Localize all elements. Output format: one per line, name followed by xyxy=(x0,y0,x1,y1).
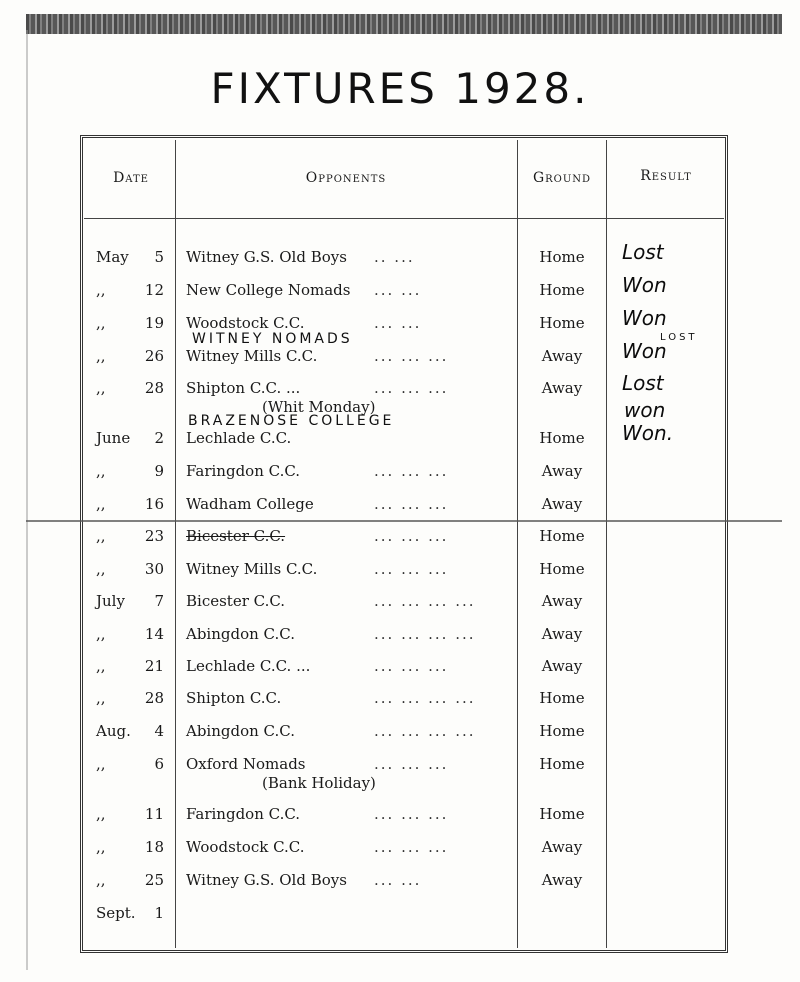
leader-dots: ... ... xyxy=(374,281,422,299)
fixture-ground: Away xyxy=(541,871,583,889)
fixture-opponent: Abingdon C.C. xyxy=(186,722,295,740)
header-ground: Ground xyxy=(532,170,592,186)
fixture-row xyxy=(84,592,724,624)
fixture-day: 18 xyxy=(144,838,164,856)
fixture-month: July xyxy=(96,592,125,610)
leader-dots: .. ... xyxy=(374,248,415,266)
fixture-result: Lost xyxy=(622,371,664,395)
fixture-day: 5 xyxy=(154,248,164,266)
fixture-month: Aug. xyxy=(96,722,131,740)
fixture-ground: Home xyxy=(539,689,585,707)
fixture-ground: Home xyxy=(539,429,585,447)
fixture-month: ,, xyxy=(96,805,106,823)
leader-dots: ... ... ... ... xyxy=(374,722,476,740)
fixture-month: Sept. xyxy=(96,904,136,922)
fixture-row xyxy=(84,871,724,903)
fixture-day: 28 xyxy=(144,689,164,707)
fixture-ground: Home xyxy=(539,755,585,773)
fixture-ground: Away xyxy=(541,592,583,610)
fixture-row xyxy=(84,625,724,657)
fixture-day: 4 xyxy=(154,722,164,740)
leader-dots: ... ... ... xyxy=(374,560,449,578)
page-title: FIXTURES 1928. xyxy=(210,64,590,113)
fixture-row xyxy=(84,755,724,787)
fixture-month: ,, xyxy=(96,657,106,675)
fixture-ground: Home xyxy=(539,248,585,266)
fixture-result: Won xyxy=(622,339,667,363)
fixture-ground: Away xyxy=(541,625,583,643)
header-result: Result xyxy=(640,168,692,184)
fixture-opponent: Shipton C.C. xyxy=(186,689,282,707)
fixture-day: 1 xyxy=(154,904,164,922)
leader-dots: ... ... ... ... xyxy=(374,625,476,643)
fixture-row xyxy=(84,838,724,870)
fixture-ground: Home xyxy=(539,527,585,545)
leader-dots: ... ... ... xyxy=(374,379,449,397)
fixture-result: Won xyxy=(622,273,667,297)
fixture-ground: Away xyxy=(541,347,583,365)
fixture-day: 2 xyxy=(154,429,164,447)
leader-dots: ... ... ... xyxy=(374,755,449,773)
fixture-opponent: Woodstock C.C. xyxy=(186,314,305,332)
fixture-day: 12 xyxy=(144,281,164,299)
leader-dots: ... ... ... xyxy=(374,838,449,856)
fixture-day: 30 xyxy=(144,560,164,578)
leader-dots: ... ... ... xyxy=(374,462,449,480)
fixture-ground: Home xyxy=(539,560,585,578)
fixture-row xyxy=(84,722,724,754)
header-opponents: Opponents xyxy=(305,170,387,186)
fixture-row xyxy=(84,527,724,559)
fixture-ground: Away xyxy=(541,462,583,480)
fixture-day: 7 xyxy=(154,592,164,610)
fixture-month: ,, xyxy=(96,625,106,643)
fixture-opponent: Witney G.S. Old Boys xyxy=(186,871,347,889)
fixture-opponent: Lechlade C.C. ... xyxy=(186,657,311,675)
fixture-day: 25 xyxy=(144,871,164,889)
fixture-opponent: Faringdon C.C. xyxy=(186,462,301,480)
fixture-opponent: New College Nomads xyxy=(186,281,351,299)
fixture-opponent: Shipton C.C. ... xyxy=(186,379,301,397)
fixture-month: ,, xyxy=(96,755,106,773)
fixture-opponent: Witney Mills C.C. xyxy=(186,560,318,578)
fixture-month: ,, xyxy=(96,560,106,578)
fixture-month: ,, xyxy=(96,462,106,480)
fixture-opponent: Bicester C.C. xyxy=(186,592,286,610)
fixture-result: Lost xyxy=(622,240,664,264)
fixture-opponent: Faringdon C.C. xyxy=(186,805,301,823)
fixture-opponent: Woodstock C.C. xyxy=(186,838,305,856)
fixture-month: ,, xyxy=(96,495,106,513)
handwritten-witney-nomads: WITNEY NOMADS xyxy=(192,331,353,347)
fixture-row xyxy=(84,657,724,689)
fixture-day: 16 xyxy=(144,495,164,513)
fixture-month: ,, xyxy=(96,281,106,299)
fixture-row xyxy=(84,495,724,527)
handwritten-brazenose-college: BRAZENOSE COLLEGE xyxy=(188,413,395,429)
fixture-month: May xyxy=(96,248,129,266)
fixture-day: 19 xyxy=(144,314,164,332)
fixture-day: 26 xyxy=(144,347,164,365)
handwritten-lost-small: LOST xyxy=(660,332,698,343)
fixture-opponent: Wadham College xyxy=(186,495,314,513)
leader-dots: ... ... ... xyxy=(374,347,449,365)
leader-dots: ... ... xyxy=(374,314,422,332)
fixture-day: 28 xyxy=(144,379,164,397)
fixture-day: 9 xyxy=(154,462,164,480)
leader-dots: ... ... ... xyxy=(374,495,449,513)
fixture-opponent: Abingdon C.C. xyxy=(186,625,295,643)
fixture-ground: Home xyxy=(539,805,585,823)
fixture-row xyxy=(84,805,724,837)
fixture-day: 14 xyxy=(144,625,164,643)
fixture-row xyxy=(84,689,724,721)
fixture-day: 11 xyxy=(144,805,164,823)
fixture-month: ,, xyxy=(96,689,106,707)
fixture-opponent: Witney G.S. Old Boys xyxy=(186,248,347,266)
whit-monday-note: (Whit Monday) xyxy=(262,398,376,416)
fixture-month: ,, xyxy=(96,379,106,397)
fixture-day: 23 xyxy=(144,527,164,545)
fixture-month: ,, xyxy=(96,527,106,545)
fixture-ground: Away xyxy=(541,838,583,856)
fixture-opponent: Bicester C.C. xyxy=(186,527,286,545)
fixture-month: ,, xyxy=(96,314,106,332)
fixture-row xyxy=(84,560,724,592)
fixture-month: ,, xyxy=(96,871,106,889)
fixture-result: Won. xyxy=(622,421,674,445)
fixture-ground: Home xyxy=(539,722,585,740)
fixture-opponent: Oxford Nomads xyxy=(186,755,306,773)
leader-dots: ... ... ... xyxy=(374,657,449,675)
bank-holiday-note: (Bank Holiday) xyxy=(262,774,376,792)
leader-dots: ... ... ... xyxy=(374,805,449,823)
leader-dots: ... ... ... ... xyxy=(374,689,476,707)
fixture-month: ,, xyxy=(96,347,106,365)
leader-dots: ... ... xyxy=(374,871,422,889)
fixture-opponent: Lechlade C.C. xyxy=(186,429,292,447)
fixture-ground: Home xyxy=(539,314,585,332)
fixture-ground: Away xyxy=(541,379,583,397)
fixture-row xyxy=(84,904,724,936)
fixture-result: Won xyxy=(622,306,667,330)
fixture-day: 6 xyxy=(154,755,164,773)
handwritten-won-extra: won xyxy=(624,398,666,422)
fixture-ground: Away xyxy=(541,657,583,675)
fixture-day: 21 xyxy=(144,657,164,675)
header-date: Date xyxy=(113,170,149,186)
leader-dots: ... ... ... ... xyxy=(374,592,476,610)
fixture-month: ,, xyxy=(96,838,106,856)
leader-dots: ... ... ... xyxy=(374,527,449,545)
fixture-row xyxy=(84,462,724,494)
fixture-ground: Away xyxy=(541,495,583,513)
fixture-opponent: Witney Mills C.C. xyxy=(186,347,318,365)
fixture-ground: Home xyxy=(539,281,585,299)
fixture-month: June xyxy=(96,429,131,447)
